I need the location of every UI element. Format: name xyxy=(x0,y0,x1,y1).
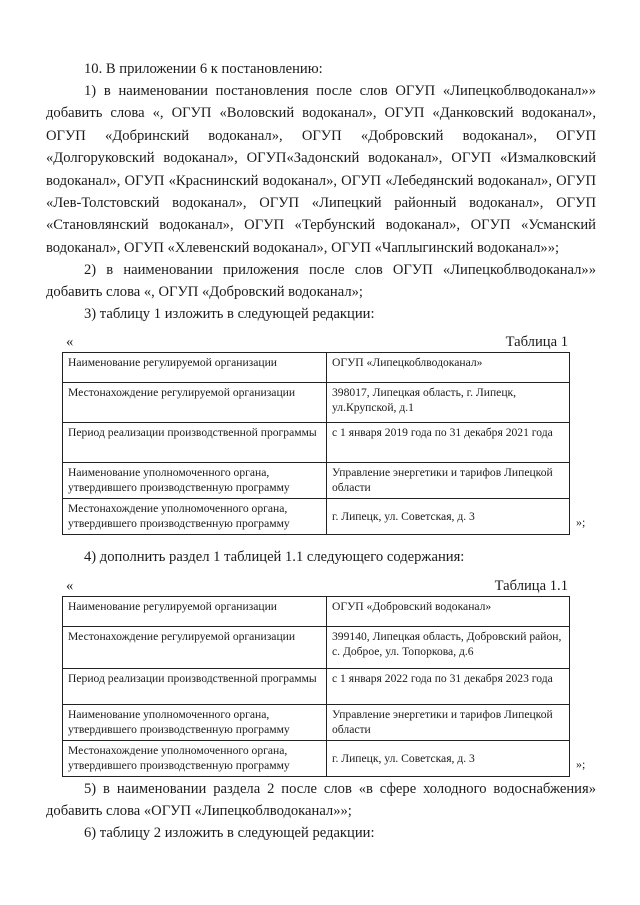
table-1-1 xyxy=(62,596,570,777)
table-cell-label: Наименование уполномоченного органа, утвердившего производственную программу xyxy=(63,705,327,741)
table-1-close-mark: »; xyxy=(576,515,586,529)
item-5-paragraph: 5) в наименовании раздела 2 после слов «в сфере холодного водоснабжения» добавить слова «ОГУП «Липецкоблводоканал»»; xyxy=(46,781,596,820)
table-row xyxy=(63,741,570,777)
table-1-1-caption: Таблица 1.1 xyxy=(494,578,568,594)
item-3-paragraph: 3) таблицу 1 изложить в следующей редакции: xyxy=(84,306,375,322)
table-row xyxy=(63,627,570,669)
table-row xyxy=(63,499,570,535)
table-cell-value: 399140, Липецкая область, Добровский район, с. Доброе, ул. Топоркова, д.6 xyxy=(327,627,570,669)
table-cell-label: Период реализации производственной программы xyxy=(63,423,327,463)
table-1 xyxy=(62,352,570,535)
table-cell-value: ОГУП «Липецкоблводоканал» xyxy=(327,353,570,383)
table-cell-label: Наименование уполномоченного органа, утвердившего производственную программу xyxy=(63,463,327,499)
table-cell-label: Наименование регулируемой организации xyxy=(63,353,327,383)
table-1-1-open-quote: « xyxy=(66,578,74,594)
table-row xyxy=(63,705,570,741)
table-1-caption: Таблица 1 xyxy=(505,334,568,350)
table-row xyxy=(63,383,570,423)
table-cell-value: Управление энергетики и тарифов Липецкой области xyxy=(327,705,570,741)
table-row xyxy=(63,669,570,705)
table-cell-value: 398017, Липецкая область, г. Липецк, ул.Крупской, д.1 xyxy=(327,383,570,423)
table-1-1-header xyxy=(62,578,568,596)
item-1-paragraph: 1) в наименовании постановления после слов ОГУП «Липецкоблводоканал»» добавить слова «, ОГУП «Воловский водоканал», ОГУП «Данковский водоканал», ОГУП «Добринский водоканал», ОГУП «Добровский водоканал», ОГУП «Долгоруковский водоканал», ОГУП«Задонский водоканал», ОГУП «Измалковский водоканал», ОГУП «Краснинский водоканал», ОГУП «Лебедянский водоканал», ОГУП «Лев-Толстовский водоканал», ОГУП «Липецкий районный водоканал», ОГУП «Становлянский водоканал», ОГУП «Тербунский водоканал», ОГУП «Усманский водоканал», ОГУП «Хлевенский водоканал», ОГУП «Чаплыгинский водоканал»»; xyxy=(46,83,596,256)
table-cell-value: с 1 января 2022 года по 31 декабря 2023 года xyxy=(327,669,570,705)
table-row xyxy=(63,463,570,499)
item-6-paragraph: 6) таблицу 2 изложить в следующей редакции: xyxy=(84,825,375,841)
table-1-open-quote: « xyxy=(66,334,74,350)
table-cell-label: Наименование регулируемой организации xyxy=(63,597,327,627)
table-cell-label: Местонахождение уполномоченного органа, утвердившего производственную программу xyxy=(63,741,327,777)
table-row xyxy=(63,597,570,627)
table-1-header xyxy=(62,334,568,352)
table-cell-value: ОГУП «Добровский водоканал» xyxy=(327,597,570,627)
table-cell-label: Местонахождение регулируемой организации xyxy=(63,383,327,423)
table-cell-value: г. Липецк, ул. Советская, д. 3 xyxy=(327,499,570,535)
item-4-paragraph: 4) дополнить раздел 1 таблицей 1.1 следующего содержания: xyxy=(84,549,465,565)
table-cell-label: Период реализации производственной программы xyxy=(63,669,327,705)
section-heading: 10. В приложении 6 к постановлению: xyxy=(84,61,323,77)
table-row xyxy=(63,353,570,383)
item-2-paragraph: 2) в наименовании приложения после слов ОГУП «Липецкоблводоканал»» добавить слова «, ОГУП «Добровский водоканал»; xyxy=(46,262,596,301)
table-cell-value: г. Липецк, ул. Советская, д. 3 xyxy=(327,741,570,777)
table-1-1-close-mark: »; xyxy=(576,757,586,771)
table-cell-label: Местонахождение уполномоченного органа, утвердившего производственную программу xyxy=(63,499,327,535)
table-cell-value: Управление энергетики и тарифов Липецкой области xyxy=(327,463,570,499)
table-cell-value: с 1 января 2019 года по 31 декабря 2021 года xyxy=(327,423,570,463)
table-cell-label: Местонахождение регулируемой организации xyxy=(63,627,327,669)
table-row xyxy=(63,423,570,463)
